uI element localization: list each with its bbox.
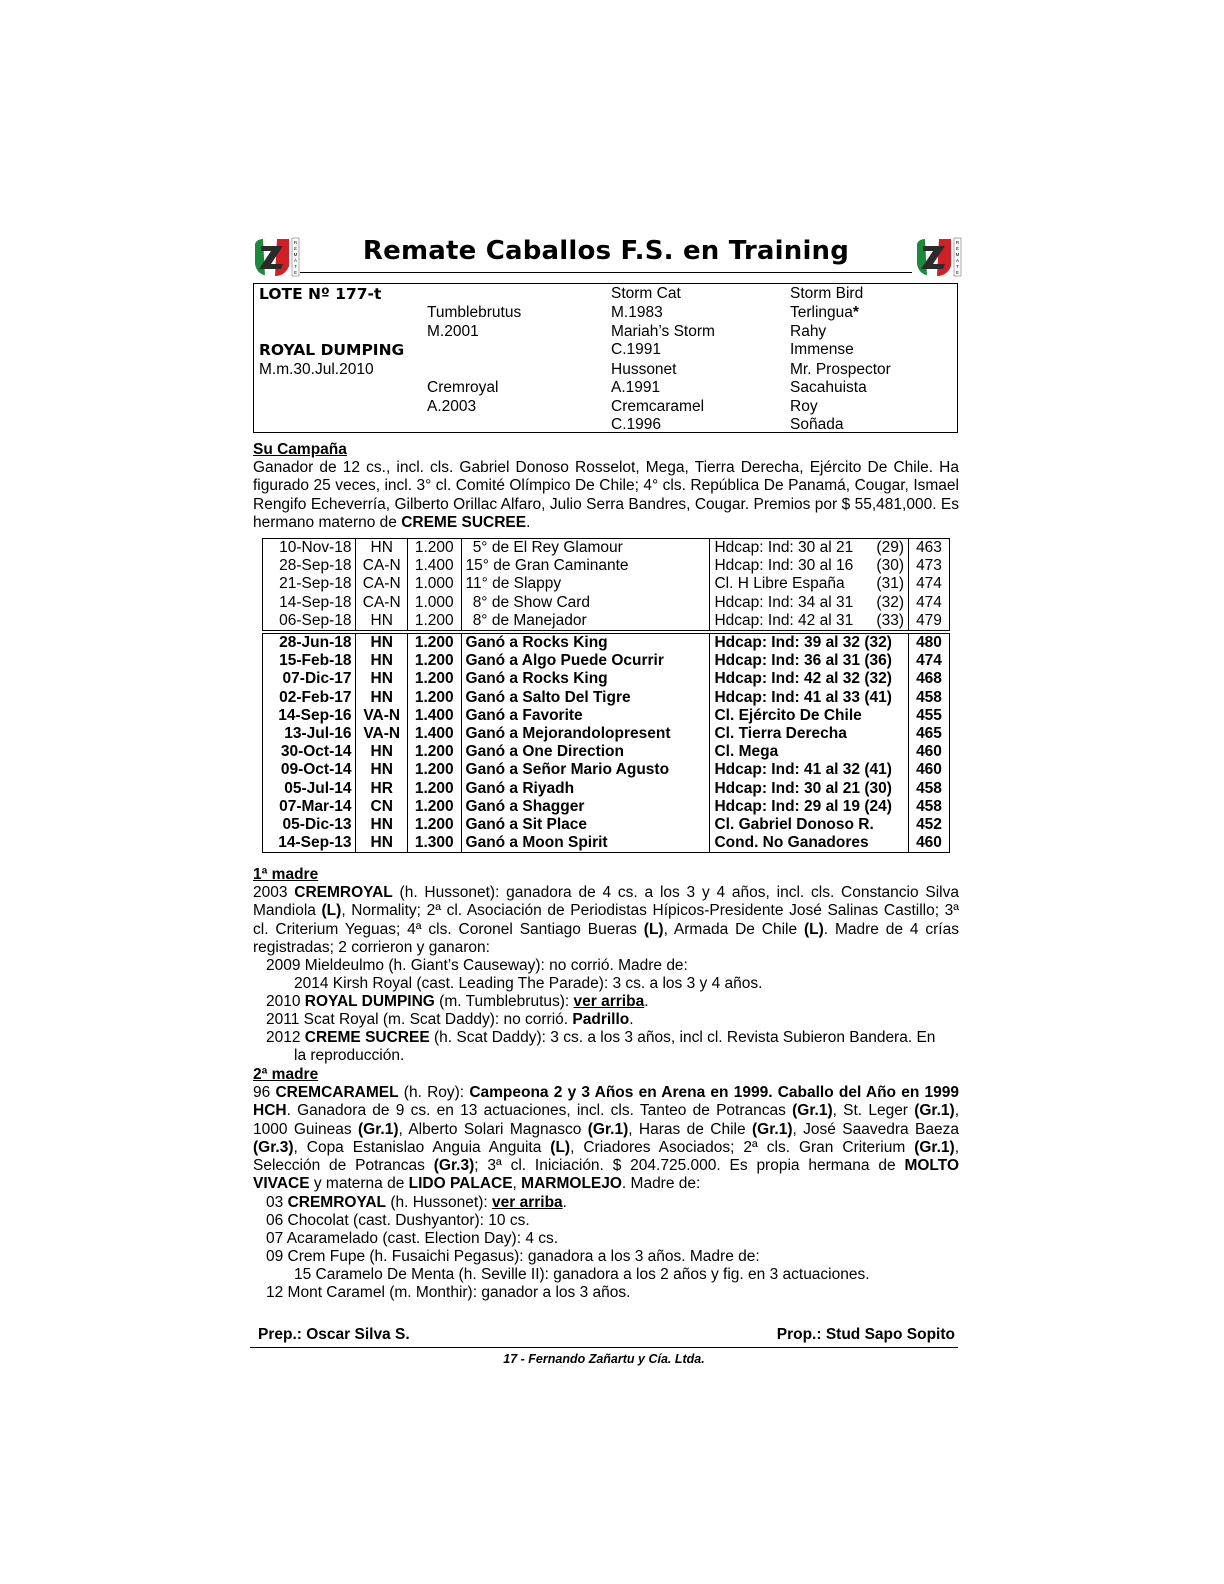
dam-info: A.2003 (427, 398, 477, 415)
win-result: Ganó a Mejorandolopresent (461, 725, 710, 743)
race-condition: Hdcap: Ind: 30 al 21 (714, 539, 854, 556)
race-field: (29) (876, 539, 904, 556)
gen3-entry: Cremcaramel (611, 398, 705, 415)
race-distance: 1.200 (407, 539, 461, 558)
race-position: 11° (465, 575, 488, 593)
race-result (461, 575, 710, 593)
win-result: Ganó a Salto Del Tigre (461, 689, 710, 707)
win-distance: 1.200 (407, 761, 461, 779)
gen3-entry: A.1991 (611, 379, 661, 396)
table-row (263, 725, 950, 743)
produce-line: 2014 Kirsh Royal (cast. Leading The Parade): 3 cs. a los 3 y 4 años. (294, 975, 763, 992)
win-date: 14-Sep-13 (263, 834, 356, 853)
gen4-entry: Mr. Prospector (790, 361, 891, 378)
race-field: (31) (876, 575, 904, 593)
win-race: Hdcap: Ind: 41 al 32 (41) (710, 761, 909, 779)
gen3-entry: M.1983 (611, 304, 663, 321)
race-position: 8° (472, 593, 488, 611)
win-distance: 1.400 (407, 707, 461, 725)
table-row (263, 575, 950, 593)
table-row (263, 798, 950, 816)
race-result (461, 612, 710, 631)
svg-text:A: A (293, 258, 298, 263)
win-result: Ganó a Rocks King (461, 634, 710, 653)
produce-line: 12 Mont Caramel (m. Monthir): ganador a los 3 años. (266, 1284, 631, 1301)
race-date: 06-Sep-18 (263, 612, 356, 631)
dam2-heading: 2ª madre (253, 1066, 319, 1083)
win-race: Hdcap: Ind: 29 al 19 (24) (710, 798, 909, 816)
race-weight: 463 (909, 539, 950, 558)
win-date: 28-Jun-18 (263, 634, 356, 653)
trainer-label: Prep.: Oscar Silva S. (258, 1326, 410, 1343)
win-result: Ganó a Moon Spirit (461, 834, 710, 853)
svg-text:E: E (955, 270, 960, 275)
race-condition: Hdcap: Ind: 42 al 31 (714, 611, 854, 629)
win-result: Ganó a Shagger (461, 798, 710, 816)
win-race: Cl. Gabriel Donoso R. (710, 816, 909, 834)
page-title: Remate Caballos F.S. en Training (362, 236, 850, 266)
race-winner: de Gran Caminante (493, 557, 629, 575)
race-track: CA-N (356, 575, 407, 593)
race-weight: 473 (909, 557, 950, 575)
race-condition: Hdcap: Ind: 30 al 16 (714, 557, 854, 575)
win-result: Ganó a Favorite (461, 707, 710, 725)
win-result: Ganó a Riyadh (461, 780, 710, 798)
race-date: 10-Nov-18 (263, 539, 356, 558)
race-field: (33) (876, 611, 904, 629)
win-weight: 480 (909, 634, 950, 653)
svg-text:E: E (293, 246, 298, 251)
win-result: Ganó a Rocks King (461, 670, 710, 688)
produce-line: 15 Caramelo De Menta (h. Seville II): ganadora a los 2 años y fig. en 3 actuaciones. (294, 1266, 870, 1283)
gen4-entry: Rahy (790, 323, 827, 340)
race-distance: 1.200 (407, 612, 461, 631)
win-distance: 1.200 (407, 652, 461, 670)
race-winner: de Manejador (491, 611, 587, 629)
race-name (710, 612, 909, 631)
gen3-entry: Storm Cat (611, 285, 681, 302)
win-weight: 460 (909, 743, 950, 761)
svg-text:T: T (956, 264, 959, 269)
race-weight: 474 (909, 594, 950, 612)
table-row (263, 539, 950, 558)
gen3-entry: Mariah’s Storm (611, 323, 715, 340)
win-distance: 1.300 (407, 834, 461, 853)
race-result (461, 539, 710, 558)
horse-name: ROYAL DUMPING (259, 341, 405, 359)
title-rule (300, 272, 912, 273)
win-track: HN (356, 816, 407, 834)
dam-name: Cremroyal (427, 379, 499, 396)
win-date: 09-Oct-14 (263, 761, 356, 779)
table-row (263, 557, 950, 575)
dam2-text: 96 CREMCARAMEL (h. Roy): Campeona 2 y 3 Años en Arena en 1999. Caballo del Año en 1999 HCH. Ganadora de 9 cs. en 13 actuaciones, incl. cls. Tanteo de Potrancas (Gr.1), St. Leger (Gr.1), 1000 Guineas (Gr.1), Alberto Solari Magnasco (Gr.1), Haras de Chile (Gr.1), José Saavedra Baeza (Gr.3), Copa Estanislao Anguia Anguita (L), Criadores Asociados; 2ª cls. Gran Criterium (Gr.1), Selección de Potrancas (Gr.3); 3ª cl. Iniciación. $ 204.725.000. Es propia hermana de MOLTO VIVACE y materna de LIDO PALACE, MARMOLEJO. Madre de: (253, 1084, 960, 1193)
horse-info: M.m.30.Jul.2010 (259, 361, 374, 378)
gen4-entry: Terlingua* (790, 304, 859, 321)
win-date: 07-Dic-17 (263, 670, 356, 688)
race-name (710, 539, 909, 558)
footer-rule (250, 1347, 958, 1348)
win-track: HN (356, 670, 407, 688)
win-date: 05-Dic-13 (263, 816, 356, 834)
win-result: Ganó a One Direction (461, 743, 710, 761)
svg-text:R: R (293, 240, 298, 245)
win-track: VA-N (356, 707, 407, 725)
race-track: CA-N (356, 557, 407, 575)
win-date: 13-Jul-16 (263, 725, 356, 743)
svg-text:R: R (955, 240, 960, 245)
svg-text:E: E (293, 270, 298, 275)
table-row (263, 670, 950, 688)
win-track: HN (356, 743, 407, 761)
table-row (263, 634, 950, 653)
win-weight: 458 (909, 780, 950, 798)
race-track: CA-N (356, 594, 407, 612)
sire-name: Tumblebrutus (427, 304, 522, 321)
produce-line: 06 Chocolat (cast. Dushyantor): 10 cs. (266, 1212, 530, 1229)
win-distance: 1.200 (407, 780, 461, 798)
win-race: Cl. Ejército De Chile (710, 707, 909, 725)
win-weight: 465 (909, 725, 950, 743)
table-row (263, 816, 950, 834)
table-row (263, 780, 950, 798)
produce-line: 2011 Scat Royal (m. Scat Daddy): no corrió. Padrillo. (266, 1011, 634, 1028)
win-weight: 455 (909, 707, 950, 725)
win-weight: 468 (909, 670, 950, 688)
win-distance: 1.200 (407, 689, 461, 707)
table-row (263, 761, 950, 779)
win-race: Cond. No Ganadores (710, 834, 909, 853)
win-result: Ganó a Señor Mario Agusto (461, 761, 710, 779)
win-weight: 458 (909, 689, 950, 707)
svg-text:M: M (955, 252, 960, 257)
campaign-text: Ganador de 12 cs., incl. cls. Gabriel Donoso Rosselot, Mega, Tierra Derecha, Ejército De Chile. Ha figurado 25 veces, incl. 3° cl. Comité Olímpico De Chile; 4° cls. República De Panamá, Cougar, Ismael Rengifo Echeverría, Gilberto Orillac Alfaro, Julio Serra Bandres, Cougar. Premios por $ 55,481,000. Es hermano materno de CREME SUCREE. (253, 459, 959, 531)
gen4-entry: Storm Bird (790, 285, 864, 302)
dam1-text: 2003 CREMROYAL (h. Hussonet): ganadora de 4 cs. a los 3 y 4 años, incl. cls. Constancio Silva Mandiola (L), Normality; 2ª cl. Asociación de Periodistas Hípicos-Presidente José Salinas Castillo; 3ª cl. Criterium Yeguas; 4ª cls. Coronel Santiago Bueras (L), Armada De Chile (L). Madre de 4 crías registradas; 2 corrieron y ganaron: (253, 884, 959, 956)
race-result (461, 594, 710, 612)
race-result (461, 557, 710, 575)
win-distance: 1.200 (407, 798, 461, 816)
gen4-entry: Soñada (790, 416, 844, 433)
win-track: HN (356, 652, 407, 670)
race-track: HN (356, 539, 407, 558)
win-distance: 1.400 (407, 725, 461, 743)
win-track: HN (356, 689, 407, 707)
race-weight: 474 (909, 575, 950, 593)
win-date: 07-Mar-14 (263, 798, 356, 816)
win-track: VA-N (356, 725, 407, 743)
race-distance: 1.000 (407, 575, 461, 593)
race-winner: de Show Card (491, 593, 591, 611)
win-track: CN (356, 798, 407, 816)
win-race: Hdcap: Ind: 41 al 33 (41) (710, 689, 909, 707)
produce-line: 2009 Mieldeulmo (h. Giant’s Causeway): no corrió. Madre de: (266, 957, 688, 974)
wins-table (262, 633, 950, 853)
race-date: 14-Sep-18 (263, 594, 356, 612)
owner-label: Prop.: Stud Sapo Sopito (776, 1326, 955, 1343)
produce-line: 2012 CREME SUCREE (h. Scat Daddy): 3 cs. a los 3 años, incl cl. Revista Subieron Bandera. En (266, 1029, 936, 1046)
gen4-entry: Immense (790, 341, 854, 358)
win-race: Hdcap: Ind: 39 al 32 (32) (710, 634, 909, 653)
table-row (263, 707, 950, 725)
win-distance: 1.200 (407, 634, 461, 653)
win-distance: 1.200 (407, 743, 461, 761)
gen3-entry: C.1991 (611, 341, 661, 358)
gen3-entry: C.1996 (611, 416, 661, 433)
page-footer: 17 - Fernando Zañartu y Cía. Ltda. (503, 1352, 705, 1366)
race-distance: 1.000 (407, 594, 461, 612)
win-result: Ganó a Sit Place (461, 816, 710, 834)
gen3-entry: Hussonet (611, 361, 677, 378)
race-distance: 1.400 (407, 557, 461, 575)
produce-line: 2010 ROYAL DUMPING (m. Tumblebrutus): ver arriba. (266, 993, 649, 1010)
win-track: HR (356, 780, 407, 798)
race-winner: de El Rey Glamour (491, 539, 623, 556)
campaign-heading: Su Campaña (253, 441, 347, 458)
win-track: HN (356, 834, 407, 853)
win-race: Hdcap: Ind: 30 al 21 (30) (710, 780, 909, 798)
table-row (263, 689, 950, 707)
gen4-entry: Sacahuista (790, 379, 867, 396)
race-condition: Hdcap: Ind: 34 al 31 (714, 593, 854, 611)
gen4-entry: Roy (790, 398, 818, 415)
table-row (263, 612, 950, 631)
race-name (710, 594, 909, 612)
win-date: 15-Feb-18 (263, 652, 356, 670)
win-weight: 474 (909, 652, 950, 670)
win-race: Hdcap: Ind: 36 al 31 (36) (710, 652, 909, 670)
race-winner: de Slappy (492, 575, 562, 593)
race-position: 8° (472, 611, 488, 629)
svg-text:A: A (955, 258, 960, 263)
win-weight: 452 (909, 816, 950, 834)
win-weight: 460 (909, 761, 950, 779)
table-row (263, 834, 950, 853)
pedigree-box (253, 283, 958, 433)
win-weight: 460 (909, 834, 950, 853)
produce-line: la reproducción. (294, 1047, 405, 1064)
race-track: HN (356, 612, 407, 631)
win-date: 14-Sep-16 (263, 707, 356, 725)
produce-line: 03 CREMROYAL (h. Hussonet): ver arriba. (266, 1194, 567, 1211)
dam1-heading: 1ª madre (253, 866, 319, 883)
win-track: HN (356, 634, 407, 653)
produce-line: 07 Acaramelado (cast. Election Day): 4 cs. (266, 1230, 559, 1247)
win-date: 02-Feb-17 (263, 689, 356, 707)
win-track: HN (356, 761, 407, 779)
lot-number: LOTE Nº 177-t (259, 285, 382, 303)
sire-info: M.2001 (427, 323, 479, 340)
win-date: 30-Oct-14 (263, 743, 356, 761)
table-row (263, 652, 950, 670)
race-date: 21-Sep-18 (263, 575, 356, 593)
table-row (263, 594, 950, 612)
produce-line: 09 Crem Fupe (h. Fusaichi Pegasus): ganadora a los 3 años. Madre de: (266, 1248, 760, 1265)
race-field: (30) (876, 557, 904, 575)
race-condition: Cl. H Libre España (714, 575, 845, 593)
svg-text:T: T (294, 264, 297, 269)
race-field: (32) (876, 593, 904, 611)
svg-text:M: M (293, 252, 298, 257)
win-race: Cl. Mega (710, 743, 909, 761)
race-position: 15° (465, 557, 489, 575)
win-date: 05-Jul-14 (263, 780, 356, 798)
win-race: Cl. Tierra Derecha (710, 725, 909, 743)
auction-house-logo (913, 236, 963, 278)
race-weight: 479 (909, 612, 950, 631)
win-distance: 1.200 (407, 816, 461, 834)
svg-text:E: E (955, 246, 960, 251)
win-race: Hdcap: Ind: 42 al 32 (32) (710, 670, 909, 688)
race-position: 5° (472, 539, 488, 556)
race-name (710, 557, 909, 575)
recent-races-table (262, 538, 950, 631)
win-weight: 458 (909, 798, 950, 816)
win-distance: 1.200 (407, 670, 461, 688)
race-name (710, 575, 909, 593)
race-date: 28-Sep-18 (263, 557, 356, 575)
table-row (263, 743, 950, 761)
win-result: Ganó a Algo Puede Ocurrir (461, 652, 710, 670)
auction-house-logo (251, 236, 301, 278)
